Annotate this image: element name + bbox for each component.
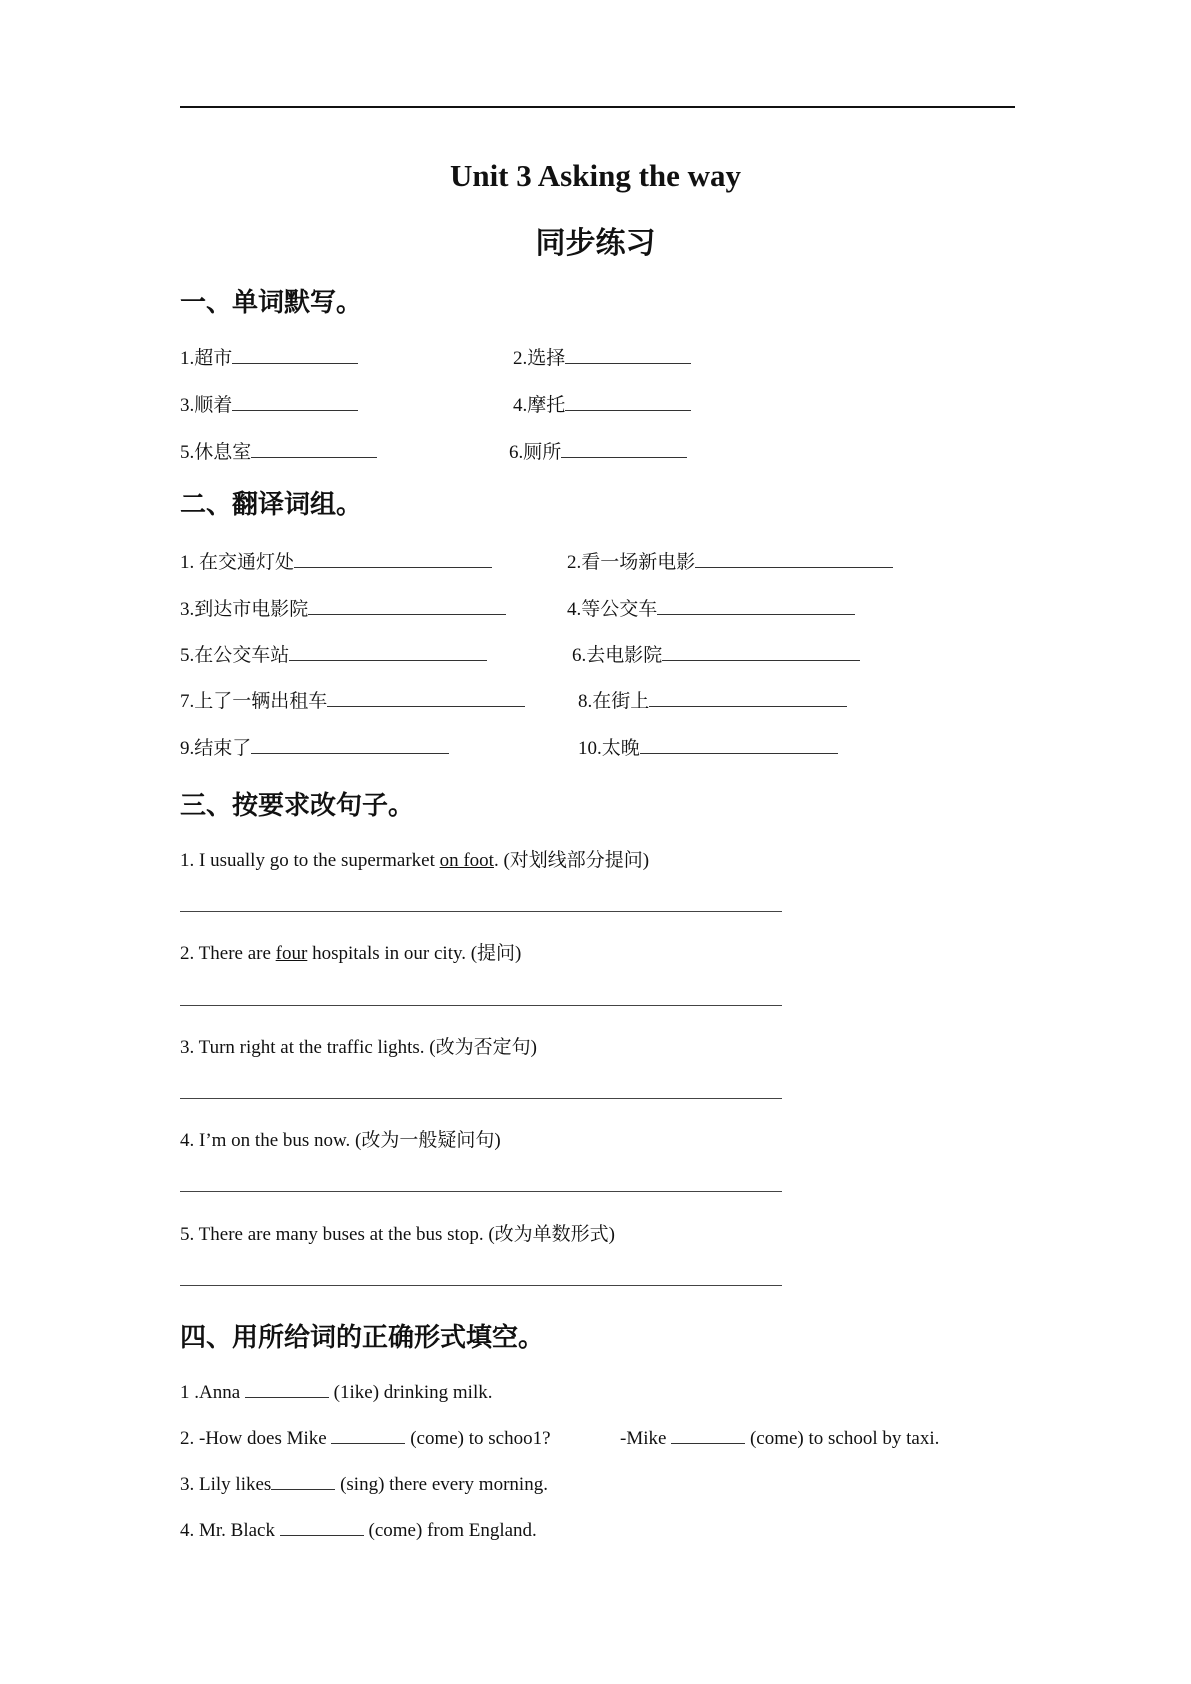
answer-blank[interactable] <box>232 392 358 411</box>
word-item-2: 2.选择 <box>513 343 691 370</box>
answer-blank[interactable] <box>280 1517 364 1536</box>
word-item-3: 3.顺着 <box>180 390 358 417</box>
word-item-6: 6.厕所 <box>509 437 687 464</box>
sentence-item-4: 4. I’m on the bus now. (改为一般疑问句) <box>180 1130 501 1151</box>
phrase-item-10: 10.太晚 <box>578 733 838 760</box>
page-subtitle: 同步练习 <box>535 226 656 261</box>
phrase-item-4: 4.等公交车 <box>567 594 855 621</box>
fill-item-2: 2. -How does Mike (come) to schoo1? <box>180 1425 551 1450</box>
phrase-item-3: 3.到达市电影院 <box>180 594 506 621</box>
fill-item-4: 4. Mr. Black (come) from England. <box>180 1517 537 1542</box>
answer-blank[interactable] <box>331 1425 405 1444</box>
answer-blank[interactable] <box>245 1379 329 1398</box>
sentence-item-3: 3. Turn right at the traffic lights. (改为否定句) <box>180 1037 537 1058</box>
section-3-heading: 三、按要求改句子。 <box>180 791 415 821</box>
section-2-heading: 二、翻译词组。 <box>180 490 363 520</box>
phrase-item-8: 8.在街上 <box>578 686 847 713</box>
answer-blank[interactable] <box>327 688 525 707</box>
sentence-item-5: 5. There are many buses at the bus stop. (改为单数形式) <box>180 1224 615 1245</box>
answer-blank[interactable] <box>271 1471 335 1490</box>
word-item-1: 1.超市 <box>180 343 358 370</box>
answer-line-2[interactable] <box>180 1005 782 1006</box>
answer-blank[interactable] <box>565 392 691 411</box>
answer-blank[interactable] <box>251 439 377 458</box>
phrase-item-5: 5.在公交车站 <box>180 640 487 667</box>
answer-blank[interactable] <box>565 345 691 364</box>
header-rule <box>180 106 1015 108</box>
answer-blank[interactable] <box>640 735 838 754</box>
fill-item-3: 3. Lily likes (sing) there every morning. <box>180 1471 548 1496</box>
answer-line-1[interactable] <box>180 911 782 912</box>
answer-blank[interactable] <box>232 345 358 364</box>
sentence-item-1: 1. I usually go to the supermarket on foot. (对划线部分提问) <box>180 850 650 871</box>
fill-item-2-reply: -Mike (come) to school by taxi. <box>620 1425 939 1450</box>
sentence-item-2: 2. There are four hospitals in our city. (提问) <box>180 943 522 964</box>
section-4-heading: 四、用所给词的正确形式填空。 <box>180 1323 545 1353</box>
answer-line-5[interactable] <box>180 1285 782 1286</box>
page-title: Unit 3 Asking the way <box>449 158 742 193</box>
section-1-heading: 一、单词默写。 <box>180 288 363 318</box>
answer-blank[interactable] <box>289 642 487 661</box>
phrase-item-9: 9.结束了 <box>180 733 449 760</box>
answer-blank[interactable] <box>695 549 893 568</box>
answer-blank[interactable] <box>251 735 449 754</box>
answer-blank[interactable] <box>649 688 847 707</box>
answer-blank[interactable] <box>662 642 860 661</box>
phrase-item-7: 7.上了一辆出租车 <box>180 686 525 713</box>
answer-line-4[interactable] <box>180 1191 782 1192</box>
answer-line-3[interactable] <box>180 1098 782 1099</box>
word-item-4: 4.摩托 <box>513 390 691 417</box>
answer-blank[interactable] <box>561 439 687 458</box>
phrase-item-1: 1. 在交通灯处 <box>180 547 492 574</box>
fill-item-1: 1 .Anna (1ike) drinking milk. <box>180 1379 493 1404</box>
answer-blank[interactable] <box>294 549 492 568</box>
phrase-item-6: 6.去电影院 <box>572 640 860 667</box>
answer-blank[interactable] <box>308 596 506 615</box>
phrase-item-2: 2.看一场新电影 <box>567 547 893 574</box>
word-item-5: 5.休息室 <box>180 437 377 464</box>
answer-blank[interactable] <box>671 1425 745 1444</box>
answer-blank[interactable] <box>657 596 855 615</box>
